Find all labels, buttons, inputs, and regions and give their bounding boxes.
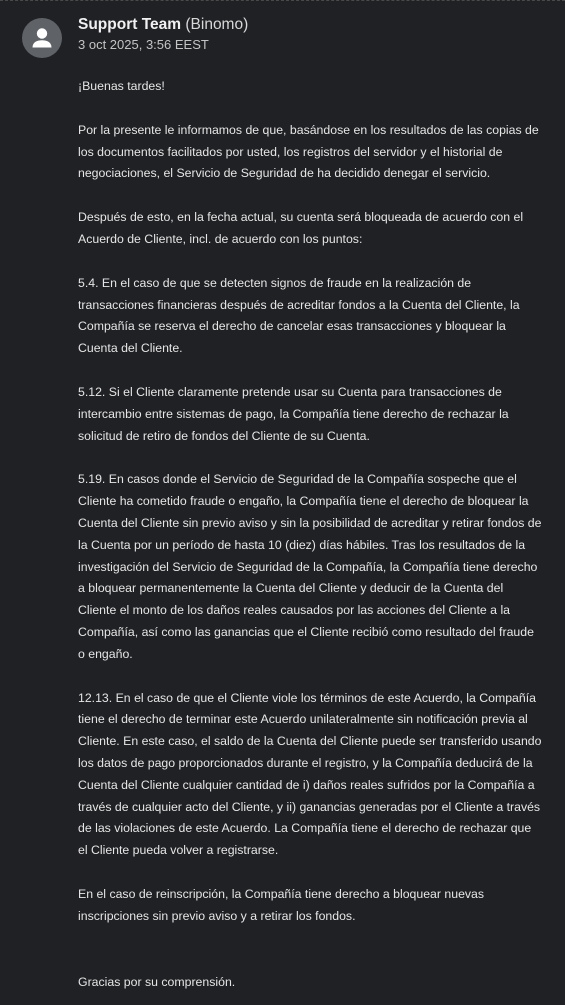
sender-name[interactable]: Support Team — [78, 16, 182, 33]
clause-12-13: 12.13. En el caso de que el Cliente viole los términos de este Acuerdo, la Compañía tiene el derecho de terminar este Acuerdo unilateralmente sin notificación previa al Cliente. En este caso, el saldo de la Cuenta del Cliente puede ser transferido usando los datos de pago proporcionados durante el registro, y la Compañía deducirá de la Cuenta del Cliente cualquier cantidad de i) daños reales sufridos por la Compañía a través de cualquier acto del Cliente, y ii) ganancias generadas por el Cliente a través de las violaciones de este Acuerdo. La Compañía tiene el derecho de rechazar que el Cliente pueda volver a registrarse. — [78, 690, 542, 858]
message-body — [78, 76, 542, 1005]
message-header — [22, 18, 248, 60]
message-separator — [0, 0, 565, 2]
avatar[interactable] — [22, 18, 62, 58]
sender-block — [78, 15, 248, 54]
clause-5-12: 5.12. Si el Cliente claramente pretende usar su Cuenta para transacciones de intercambio entre sistemas de pago, la Compañía tiene derecho de rechazar la solicitud de retiro de fondos del Cliente de su Cuenta. — [78, 384, 509, 443]
sender-organization: (Binomo) — [185, 16, 249, 33]
clause-5-19: 5.19. En casos donde el Servicio de Seguridad de la Compañía sospeche que el Cliente ha cometido fraude o engaño, la Compañía tiene el derecho de bloquear la Cuenta del Cliente sin previo aviso y sin la posibilidad de acreditar y retirar fondos de la Cuenta por un período de hasta 10 (diez) días hábiles. Tras los resultados de la investigación del Servicio de Seguridad de la Compañía, la Compañía tiene derecho a bloquear permanentemente la Cuenta del Cliente y deducir de la Cuenta del Cliente el monto de los daños reales causados por las acciones del Cliente a la Compañía, así como las ganancias que el Cliente recibió como resultado del fraude o engaño. — [78, 472, 542, 661]
clause-5-4: 5.4. En el caso de que se detecten signos de fraude en la realización de transacciones financieras después de acreditar fondos a la Cuenta del Cliente, la Compañía se reserva el derecho de cancelar esas transacciones y bloquear la Cuenta del Cliente. — [78, 275, 520, 356]
closing: Gracias por su comprensión. — [78, 974, 236, 989]
body-paragraph-intro: Por la presente le informamos de que, basándose en los resultados de las copias de los documentos facilitados por usted, los registros del servidor y el historial de negociaciones, el Servicio de Seguridad de ha decidido denegar el servicio. — [78, 122, 539, 181]
greeting: ¡Buenas tardes! — [78, 79, 165, 93]
message-timestamp: 3 oct 2025, 3:56 EEST — [78, 37, 209, 52]
person-icon — [22, 18, 62, 58]
sender-line — [78, 15, 248, 35]
body-paragraph-reinscription: En el caso de reinscripción, la Compañía tiene derecho a bloquear nuevas inscripciones sin previo aviso y a retirar los fondos. — [78, 886, 485, 923]
body-paragraph-blocking: Después de esto, en la fecha actual, su cuenta será bloqueada de acuerdo con el Acuerdo de Cliente, incl. de acuerdo con los puntos: — [78, 210, 524, 246]
